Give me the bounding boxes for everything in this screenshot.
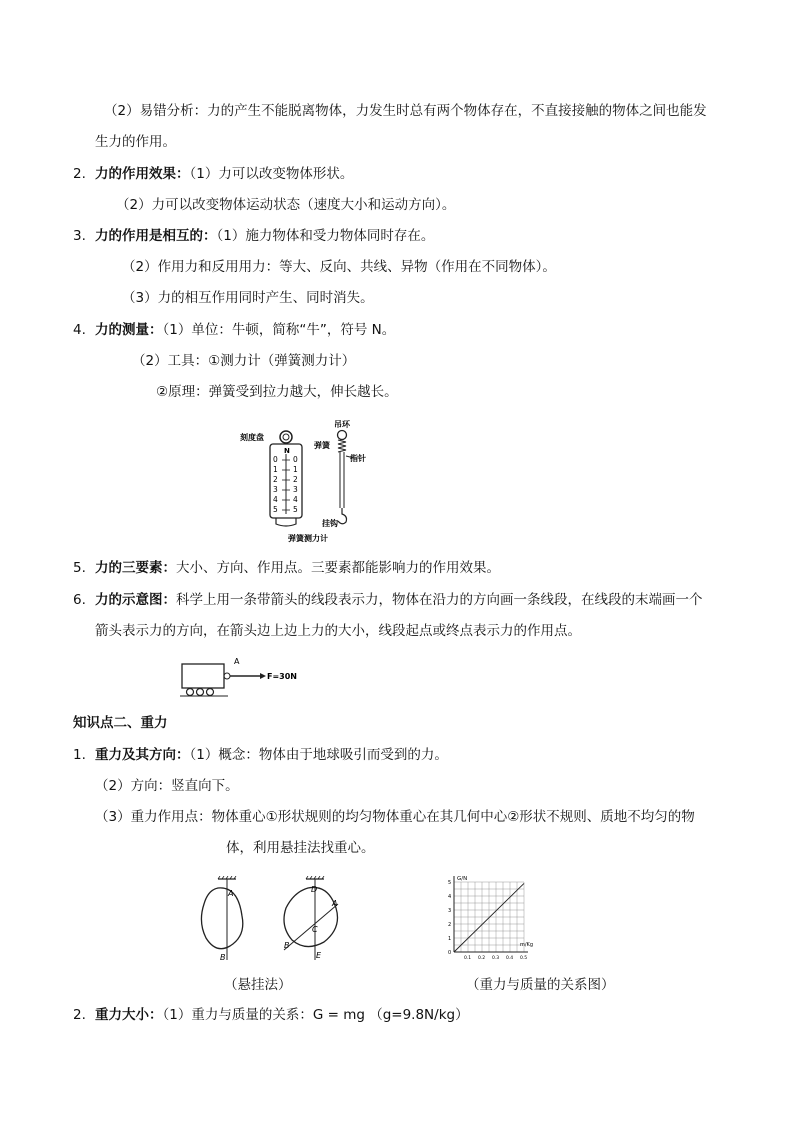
item-three-elements-line	[95, 558, 500, 578]
force-diagram-figure	[178, 654, 298, 700]
item-text: （1）概念：物体由于地球吸引而受到的力。	[189, 747, 448, 763]
y-tick-label: 3	[448, 908, 452, 914]
y-tick-label: 5	[448, 880, 452, 886]
hanging-ring-icon	[338, 431, 347, 440]
tick-label: 3	[293, 485, 298, 494]
item-number: 2.	[73, 1007, 86, 1023]
item-text: 科学上用一条带箭头的线段表示力，物体在沿力的方向画一条线段，在线段的末端画一个	[176, 592, 703, 608]
item-text: （1）重力与质量的关系：G = mg （g=9.8N/kg）	[162, 1007, 469, 1023]
point-a: A	[228, 889, 234, 898]
tick-label: 2	[273, 475, 278, 484]
tick-labels-right	[293, 455, 298, 514]
wheel-icon	[207, 689, 214, 696]
spring-scale-figure	[238, 418, 372, 544]
tick-label: 5	[273, 505, 278, 514]
item-measure-line	[95, 320, 395, 340]
gravity-line-2: （2）方向：竖直向下。	[95, 778, 239, 794]
point-e: E	[316, 951, 322, 960]
tick-label: 2	[293, 475, 298, 484]
tick-label: 3	[273, 485, 278, 494]
item-mutual-line	[95, 226, 434, 246]
second-plumb-line	[284, 904, 338, 950]
item-effect-line	[95, 164, 353, 184]
graph-caption: （重力与质量的关系图）	[466, 977, 615, 993]
wheel-icon	[187, 689, 194, 696]
item-number: 3.	[73, 228, 86, 244]
point-a: A	[332, 899, 338, 908]
label-dial: 刻度盘	[240, 433, 264, 442]
hanging-caption: （悬挂法）	[224, 977, 292, 993]
item-number: 1.	[73, 747, 86, 763]
y-tick-label: 2	[448, 922, 452, 928]
tick-label: 4	[273, 495, 278, 504]
scale-bottom	[276, 518, 296, 526]
item-heading: 重力大小：	[95, 1007, 163, 1023]
point-label: A	[234, 657, 240, 666]
x-tick-label: 0.4	[506, 956, 514, 961]
item-text: 大小、方向、作用点。三要素都能影响力的作用效果。	[176, 560, 500, 576]
irregular-object	[284, 887, 338, 946]
item-diagram-line	[95, 590, 703, 610]
hook-icon	[338, 508, 347, 524]
unit-label: N	[284, 447, 290, 455]
spring-coil-icon	[338, 440, 346, 452]
y-tick-label: 1	[448, 936, 452, 942]
item-diagram-line-2: 箭头表示力的方向，在箭头边上边上力的大小，线段起点或终点表示力的作用点。	[95, 623, 581, 639]
force-label: F=30N	[267, 672, 297, 681]
wheel-icon	[197, 689, 204, 696]
tick-label: 5	[293, 505, 298, 514]
item-text: （1）施力物体和受力物体同时存在。	[216, 228, 435, 244]
item-number: 5.	[73, 560, 86, 576]
action-point	[224, 673, 230, 679]
item-measure-line-3: ②原理：弹簧受到拉力越大，伸长越长。	[156, 384, 398, 400]
y-tick-label: 0	[448, 950, 452, 956]
section-title: 知识点二、重力	[73, 715, 168, 731]
y-tick-label: 4	[448, 894, 452, 900]
item-heading: 重力及其方向：	[95, 747, 190, 763]
point-c: C	[312, 925, 318, 934]
point-b: B	[284, 941, 290, 950]
x-tick-label: 0.3	[492, 956, 500, 961]
point-d: D	[311, 885, 318, 894]
item-number: 2.	[73, 166, 86, 182]
point-b: B	[220, 953, 226, 962]
tick-label: 0	[293, 455, 298, 464]
item-mutual-line-3: （3）力的相互作用同时产生、同时消失。	[122, 290, 374, 306]
label-ring: 吊环	[334, 420, 350, 429]
error-analysis-line-2: 生力的作用。	[95, 134, 176, 150]
tick-label: 0	[273, 455, 278, 464]
item-text: （1）力可以改变物体形状。	[189, 166, 354, 182]
label-hook: 挂钩	[322, 519, 338, 528]
item-heading: 力的三要素：	[95, 560, 176, 576]
item-number: 6.	[73, 592, 86, 608]
ring-inner-icon	[283, 434, 289, 440]
x-axis-label: m/Kg	[520, 942, 534, 948]
label-pointer: 指针	[350, 454, 366, 463]
gravity-direction-line	[95, 745, 448, 765]
item-heading: 力的作用效果：	[95, 166, 190, 182]
tick-labels-left	[273, 455, 278, 514]
tick-label: 1	[293, 465, 298, 474]
item-heading: 力的作用是相互的：	[95, 228, 217, 244]
figure-caption: 弹簧测力计	[288, 534, 328, 543]
item-effect-line-2: （2）力可以改变物体运动状态（速度大小和运动方向）。	[116, 197, 456, 213]
arrowhead-icon	[260, 673, 266, 679]
item-number: 4.	[73, 322, 86, 338]
irregular-object	[201, 888, 242, 949]
item-heading: 力的测量：	[95, 322, 163, 338]
gravity-mass-chart	[438, 870, 538, 962]
hanging-method-figure	[188, 876, 348, 966]
item-heading: 力的示意图：	[95, 592, 176, 608]
ring-icon	[280, 431, 292, 443]
error-analysis-line: （2）易错分析：力的产生不能脱离物体，力发生时总有两个物体存在，不直接接触的物体之间也能发	[104, 103, 707, 119]
x-tick-label: 0.2	[478, 956, 486, 961]
item-measure-line-2: （2）工具：①测力计（弹簧测力计）	[132, 353, 356, 369]
x-tick-label: 0.1	[464, 956, 472, 961]
item-mutual-line-2: （2）作用力和反用用力：等大、反向、共线、异物（作用在不同物体）。	[122, 259, 556, 275]
label-spring: 弹簧	[314, 441, 330, 450]
gravity-magnitude-line	[95, 1005, 469, 1025]
y-axis-label: G/N	[457, 876, 468, 882]
tick-label: 4	[293, 495, 298, 504]
item-text: （1）单位：牛顿，简称“牛”，符号 N。	[162, 322, 396, 338]
tick-label: 1	[273, 465, 278, 474]
gravity-line-4: 体，利用悬挂法找重心。	[226, 840, 375, 856]
gravity-line-3: （3）重力作用点：物体重心①形状规则的均匀物体重心在其几何中心②形状不规则、质地不均匀的物	[95, 809, 695, 825]
x-tick-label: 0.5	[520, 956, 528, 961]
box-object	[182, 664, 224, 688]
